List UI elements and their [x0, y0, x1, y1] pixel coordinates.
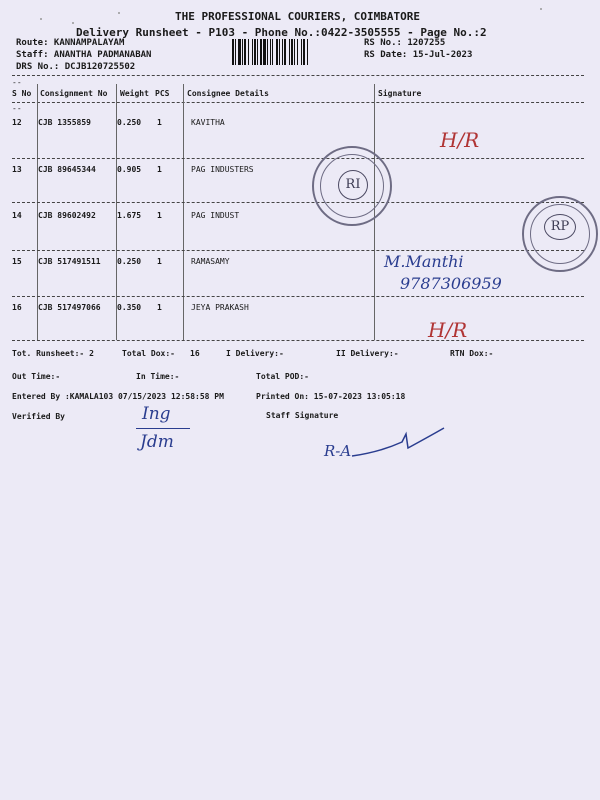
speck — [118, 12, 120, 14]
staff: Staff: ANANTHA PADMANABAN — [16, 50, 152, 60]
col-divider — [183, 84, 184, 340]
barcode-bar — [303, 39, 305, 65]
row-pcs: 1 — [157, 165, 162, 174]
barcode-bar — [284, 39, 286, 65]
row-consignee: KAVITHA — [191, 118, 225, 127]
company-name: THE PROFESSIONAL COURIERS, COIMBATORE — [175, 10, 421, 23]
barcode-bar — [270, 39, 271, 65]
rule-header-bottom — [12, 102, 584, 103]
total-runsheet: Tot. Runsheet:- 2 — [12, 349, 94, 358]
entered-by: Entered By :KAMALA103 07/15/2023 12:58:58 PM — [12, 392, 224, 401]
barcode-bar — [252, 39, 253, 65]
total-dox-label: Total Dox:- — [122, 349, 175, 358]
row-consignment: CJB 89602492 — [38, 211, 96, 220]
row-weight: 1.675 — [117, 211, 142, 220]
drs-number: DRS No.: DCJB120725502 — [16, 62, 136, 72]
barcode-bar — [238, 39, 241, 65]
row-consignment: CJB 517491511 — [38, 257, 101, 266]
barcode-bar — [297, 39, 298, 65]
speck — [540, 8, 542, 10]
barcode — [232, 39, 358, 65]
row-consignee: PAG INDUSTERS — [191, 165, 254, 174]
row-weight: 0.905 — [117, 165, 142, 174]
barcode-bar — [272, 39, 273, 65]
row-divider — [12, 340, 584, 341]
staff-signature: R-A — [324, 442, 352, 460]
row-consignment: CJB 517497066 — [38, 303, 101, 312]
row-pcs: 1 — [157, 211, 162, 220]
row-consignee: RAMASAMY — [191, 257, 230, 266]
total-dox-value: 16 — [190, 349, 200, 358]
verified-signature-underline — [136, 428, 190, 429]
handwriting-hr-row16: H/R — [428, 318, 468, 342]
row-weight: 0.250 — [117, 257, 142, 266]
handwriting-name-row15: M.Manthi — [384, 252, 464, 271]
row-sno: 14 — [12, 211, 22, 220]
row-divider — [12, 250, 584, 251]
barcode-bar — [263, 39, 266, 65]
rule-marker: -- — [12, 78, 22, 87]
row-consignee: PAG INDUST — [191, 211, 240, 220]
company-stamp — [522, 196, 598, 272]
barcode-bar — [260, 39, 262, 65]
printed-on: Printed On: 15-07-2023 13:05:18 — [256, 392, 406, 401]
row-pcs: 1 — [157, 303, 162, 312]
barcode-bar — [307, 39, 308, 65]
handwriting-hr-row12: H/R — [440, 128, 480, 152]
row-consignment: CJB 1355859 — [38, 118, 91, 127]
speck — [72, 22, 74, 24]
col-weight: Weight — [120, 89, 149, 98]
col-signature: Signature — [378, 89, 422, 98]
row-sno: 12 — [12, 118, 22, 127]
barcode-bar — [276, 39, 278, 65]
stamp-initials: RI — [338, 170, 368, 200]
barcode-bar — [289, 39, 290, 65]
staff-signature-stroke — [350, 422, 446, 462]
barcode-bar — [244, 39, 246, 65]
company-stamp — [312, 146, 392, 226]
col-consignee: Consignee Details — [187, 89, 269, 98]
total-pod: Total POD:- — [256, 372, 309, 381]
staff-signature-label: Staff Signature — [266, 411, 339, 420]
col-pcs: PCS — [155, 89, 170, 98]
verified-signature-line2: Jdm — [140, 432, 174, 452]
barcode-bar — [248, 39, 249, 65]
stamp-initials: RP — [544, 214, 576, 240]
col-sno: S No — [12, 89, 32, 98]
row-divider — [12, 158, 584, 159]
rtn-dox: RTN Dox:- — [450, 349, 494, 358]
row-divider — [12, 296, 584, 297]
barcode-bar — [267, 39, 268, 65]
barcode-bar — [242, 39, 243, 65]
handwriting-phone-row15: 9787306959 — [400, 274, 502, 293]
barcode-bar — [232, 39, 234, 65]
barcode-bar — [257, 39, 258, 65]
row-divider — [12, 202, 584, 203]
row-pcs: 1 — [157, 118, 162, 127]
rule-top — [12, 75, 584, 76]
ii-delivery: II Delivery:- — [336, 349, 399, 358]
rs-number: RS No.: 1207255 — [364, 38, 446, 48]
out-time: Out Time:- — [12, 372, 61, 381]
i-delivery: I Delivery:- — [226, 349, 284, 358]
barcode-bar — [235, 39, 236, 65]
runsheet-title: Delivery Runsheet - P103 - Phone No.:0422-3505555 - Page No.:2 — [76, 26, 487, 39]
col-consignment: Consignment No — [40, 89, 108, 98]
verified-signature-line1: Ing — [142, 404, 171, 424]
barcode-bar — [301, 39, 302, 65]
row-consignment: CJB 89645344 — [38, 165, 96, 174]
barcode-bar — [291, 39, 293, 65]
in-time: In Time:- — [136, 372, 180, 381]
speck — [40, 18, 42, 20]
row-sno: 13 — [12, 165, 22, 174]
route: Route: KANNAMPALAYAM — [16, 38, 125, 48]
barcode-bar — [279, 39, 280, 65]
barcode-bar — [282, 39, 283, 65]
barcode-bar — [254, 39, 256, 65]
row-sno: 16 — [12, 303, 22, 312]
verified-by: Verified By — [12, 412, 65, 421]
rule-marker: -- — [12, 104, 22, 113]
row-pcs: 1 — [157, 257, 162, 266]
barcode-bar — [294, 39, 295, 65]
row-consignee: JEYA PRAKASH — [191, 303, 249, 312]
row-sno: 15 — [12, 257, 22, 266]
rs-date: RS Date: 15-Jul-2023 — [364, 50, 473, 60]
row-weight: 0.350 — [117, 303, 142, 312]
row-weight: 0.250 — [117, 118, 142, 127]
